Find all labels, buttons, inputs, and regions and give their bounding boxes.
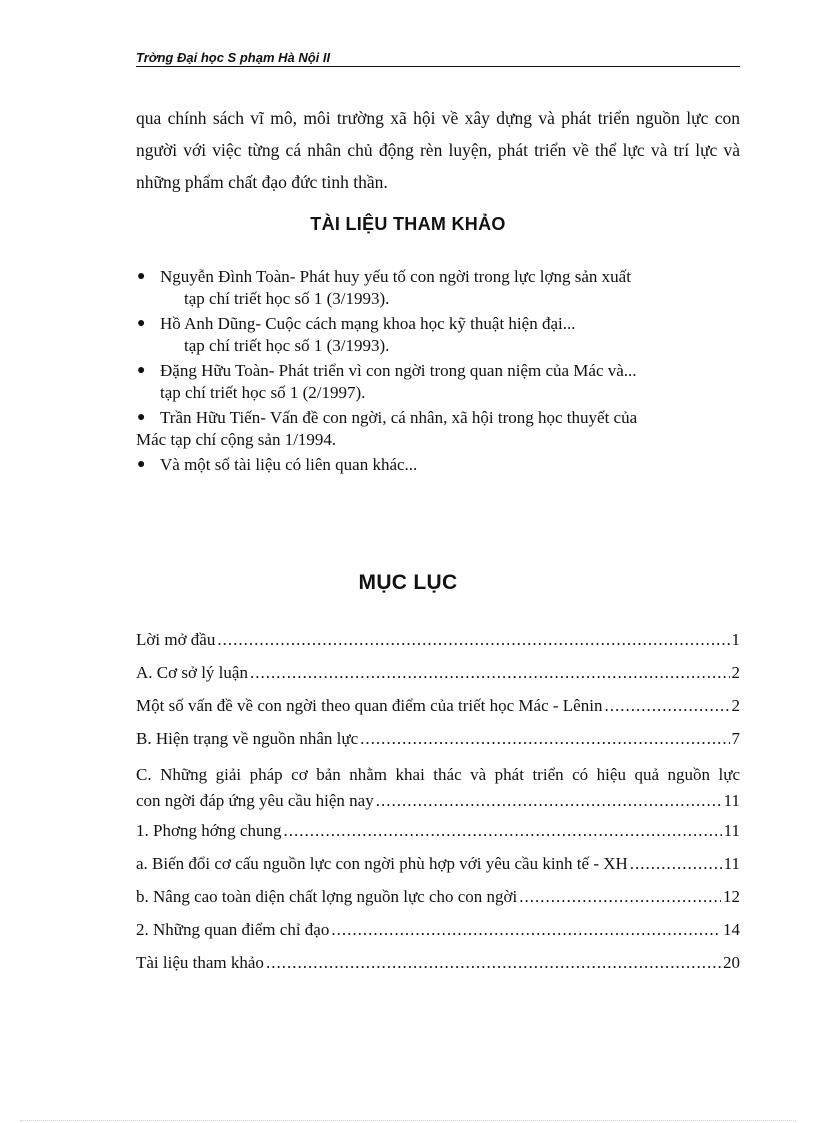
toc-leader xyxy=(266,953,721,973)
bullet-icon: ● xyxy=(137,457,146,472)
toc-entry[interactable] xyxy=(136,696,740,729)
toc-entry-page: 2 xyxy=(731,663,740,682)
reference-item xyxy=(136,407,740,451)
toc-entry[interactable] xyxy=(136,630,740,663)
toc-entry-text: b. Nâng cao toàn diện chất lợng nguồn lực cho con ngời xyxy=(136,887,518,906)
reference-line: Nguyễn Đình Toàn- Phát huy yếu tố con ngời trong lực lợng sản xuất xyxy=(160,267,631,286)
toc-leader xyxy=(250,663,730,683)
table-of-contents xyxy=(136,630,740,986)
toc-entry[interactable] xyxy=(136,762,740,814)
toc-leader xyxy=(331,920,721,940)
toc-leader xyxy=(283,821,721,841)
reference-item xyxy=(136,454,740,476)
toc-entry-page: 14 xyxy=(723,920,740,939)
reference-line: Hồ Anh Dũng- Cuộc cách mạng khoa học kỹ thuật hiện đại... xyxy=(160,314,576,333)
toc-entry-text: Một số vấn đề về con ngời theo quan điểm của triết học Mác - Lênin xyxy=(136,696,603,715)
toc-entry[interactable] xyxy=(136,821,740,854)
toc-entry-page: 2 xyxy=(731,696,740,715)
references-title: TÀI LIỆU THAM KHẢO xyxy=(310,214,506,234)
reference-line: tạp chí triết học số 1 (3/1993). xyxy=(184,289,390,308)
references-list xyxy=(136,266,740,479)
toc-entry-text: Lời mở đầu xyxy=(136,630,216,649)
toc-entry[interactable] xyxy=(136,729,740,762)
toc-entry[interactable] xyxy=(136,854,740,887)
toc-leader xyxy=(376,788,722,814)
toc-entry-text: B. Hiện trạng về nguồn nhân lực xyxy=(136,729,359,748)
toc-entry-page: 12 xyxy=(723,887,740,906)
toc-entry[interactable] xyxy=(136,663,740,696)
toc-entry-text: 1. Phơng hớng chung xyxy=(136,821,282,840)
toc-entry-page: 11 xyxy=(723,854,740,873)
reference-item xyxy=(136,313,740,357)
toc-entry-text: C. Những giải pháp cơ bản nhằm khai thác và phát triển có hiệu quả nguồn lực xyxy=(136,765,740,784)
footer-divider xyxy=(20,1120,796,1121)
bullet-icon: ● xyxy=(137,269,146,284)
reference-line: Đặng Hữu Toàn- Phát triển vì con ngời trong quan niệm của Mác và... xyxy=(160,361,637,380)
toc-entry-text: a. Biến đổi cơ cấu nguồn lực con ngời phù hợp với yêu cầu kinh tế - XH xyxy=(136,854,628,873)
toc-leader xyxy=(360,729,729,749)
toc-leader xyxy=(604,696,729,716)
toc-entry[interactable] xyxy=(136,887,740,920)
toc-entry[interactable] xyxy=(136,953,740,986)
toc-entry-page: 20 xyxy=(723,953,740,972)
toc-entry-page: 1 xyxy=(731,630,740,649)
toc-entry[interactable] xyxy=(136,920,740,953)
reference-line: Trần Hữu Tiến- Vấn đề con ngời, cá nhân, xã hội trong học thuyết của xyxy=(160,408,638,427)
toc-entry-page: 11 xyxy=(723,821,740,840)
toc-entry-text: A. Cơ sở lý luận xyxy=(136,663,248,682)
reference-line: Và một số tài liệu có liên quan khác... xyxy=(160,455,418,474)
toc-entry-page: 11 xyxy=(723,791,740,810)
toc-entry-page: 7 xyxy=(731,729,740,748)
toc-leader xyxy=(630,854,722,874)
toc-leader xyxy=(519,887,721,907)
reference-line: tạp chí triết học số 1 (3/1993). xyxy=(184,336,390,355)
toc-entry-text: Tài liệu tham khảo xyxy=(136,953,264,972)
intro-paragraph: qua chính sách vĩ mô, môi trường xã hội về xây dựng và phát triển nguồn lực con người với việc từng cá nhân chủ động rèn luyện, phát triển về thể lực và trí lực và những phẩm chất đạo đức tinh thần. xyxy=(136,108,740,192)
bullet-icon: ● xyxy=(137,316,146,331)
toc-entry-text: con ngời đáp ứng yêu cầu hiện nay xyxy=(136,791,374,810)
reference-line: tạp chí triết học số 1 (2/1997). xyxy=(160,383,366,402)
reference-item xyxy=(136,266,740,310)
toc-entry-text: 2. Những quan điểm chỉ đạo xyxy=(136,920,330,939)
reference-line: Mác tạp chí cộng sản 1/1994. xyxy=(136,430,337,449)
bullet-icon: ● xyxy=(137,363,146,378)
toc-leader xyxy=(217,630,729,650)
toc-title: MỤC LỤC xyxy=(358,571,458,594)
bullet-icon: ● xyxy=(137,410,146,425)
reference-item xyxy=(136,360,740,404)
page-header: Trờng Đại học S phạm Hà Nội II xyxy=(136,50,740,67)
